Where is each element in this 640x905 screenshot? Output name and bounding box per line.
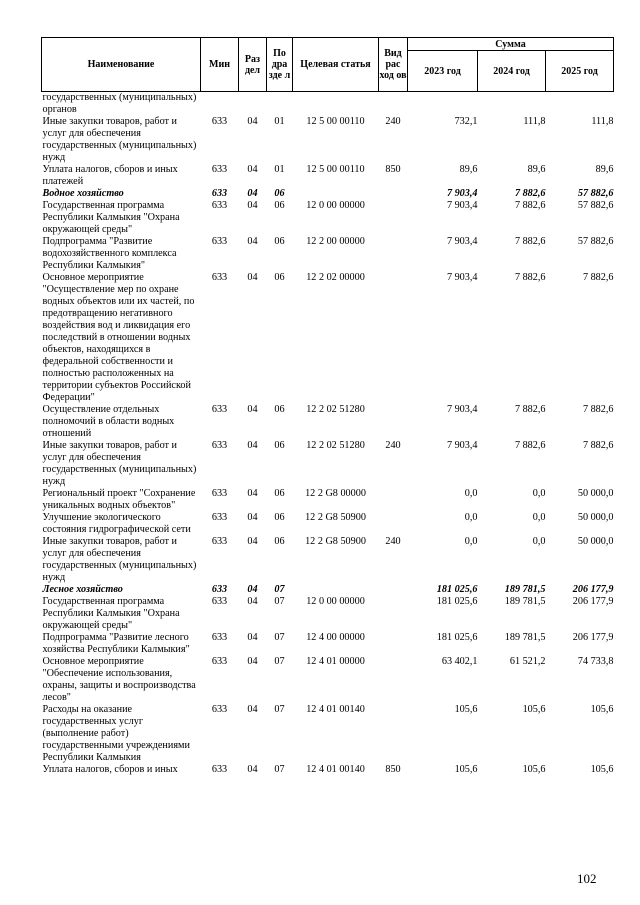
row-razdel: 04 — [247, 440, 258, 451]
budget-document — [41, 37, 613, 776]
row-sum-2023: 89,6 — [459, 164, 478, 175]
header-min: Мин — [201, 38, 239, 92]
row-sum-2023: 7 903,4 — [446, 236, 478, 247]
row-razdel: 04 — [247, 704, 258, 715]
row-vid — [379, 704, 408, 764]
row-name: Подпрограмма "Развитие водохозяйственного комплекса Республики Калмыкия" — [42, 236, 177, 271]
row-sum-2024: 105,6 — [522, 704, 546, 715]
row-target: 12 2 G8 00000 — [305, 488, 366, 499]
row-min: 633 — [211, 632, 228, 643]
row-name: Иные закупки товаров, работ и услуг для обеспечения государственных (муниципальных) нужд — [42, 440, 197, 487]
row-podrazdel: 06 — [274, 188, 285, 199]
header-year-2023: 2023 год — [408, 51, 478, 92]
row-sum-2025: 105,6 — [590, 704, 614, 715]
row-target: 12 2 02 51280 — [306, 404, 365, 415]
row-sum-2024: 7 882,6 — [514, 200, 546, 211]
row-target: 12 4 01 00140 — [306, 764, 365, 775]
row-sum-2025: 7 882,6 — [582, 440, 614, 451]
table-row — [42, 596, 614, 632]
row-target: 12 0 00 00000 — [306, 596, 365, 607]
table-row — [42, 236, 614, 272]
row-vid — [379, 632, 408, 656]
row-sum-2023: 181 025,6 — [436, 584, 478, 595]
row-podrazdel: 07 — [274, 704, 285, 715]
row-min: 633 — [211, 272, 228, 283]
row-vid — [379, 200, 408, 236]
row-min — [201, 92, 239, 117]
row-razdel: 04 — [247, 596, 258, 607]
row-min: 633 — [211, 656, 228, 667]
table-row — [42, 92, 614, 117]
row-sum-2025: 89,6 — [595, 164, 614, 175]
table-row — [42, 632, 614, 656]
row-podrazdel: 06 — [274, 200, 285, 211]
section-row — [42, 584, 614, 596]
row-podrazdel: 06 — [274, 536, 285, 547]
row-name: Расходы на оказание государственных услуг (выполнение работ) государственными учреждениями Республики Калмыкия — [42, 704, 190, 763]
row-sum-2024: 189 781,5 — [504, 632, 546, 643]
row-podrazdel: 06 — [274, 404, 285, 415]
row-sum-2025: 206 177,9 — [572, 596, 614, 607]
row-min: 633 — [211, 188, 228, 199]
row-razdel: 04 — [247, 488, 258, 499]
table-row — [42, 536, 614, 584]
row-target: 12 4 00 00000 — [306, 632, 365, 643]
row-podrazdel: 07 — [274, 764, 285, 775]
row-target — [293, 188, 379, 200]
row-vid: 850 — [385, 764, 401, 775]
row-name: Государственная программа Республики Калмыкия "Охрана окружающей среды" — [42, 200, 180, 235]
row-sum-2023 — [408, 92, 478, 117]
row-min: 633 — [211, 536, 228, 547]
row-vid — [379, 92, 408, 117]
row-sum-2023: 0,0 — [464, 488, 478, 499]
header-razdel: Раз дел — [239, 38, 267, 92]
row-name: Основное мероприятие "Обеспечение использования, охраны, защиты и воспроизводства лесов" — [42, 656, 196, 703]
row-sum-2023: 0,0 — [464, 536, 478, 547]
row-podrazdel: 01 — [274, 164, 285, 175]
row-podrazdel: 06 — [274, 488, 285, 499]
row-sum-2025: 74 733,8 — [577, 656, 614, 667]
header-sum: Сумма — [408, 38, 614, 51]
row-podrazdel: 06 — [274, 440, 285, 451]
row-name: Уплата налогов, сборов и иных — [42, 764, 178, 775]
row-min: 633 — [211, 164, 228, 175]
row-vid — [379, 656, 408, 704]
row-sum-2024: 7 882,6 — [514, 236, 546, 247]
row-sum-2024: 7 882,6 — [514, 404, 546, 415]
row-sum-2023: 181 025,6 — [436, 632, 478, 643]
row-sum-2023: 732,1 — [454, 116, 478, 127]
row-target — [293, 92, 379, 117]
row-razdel: 04 — [247, 404, 258, 415]
row-sum-2024: 189 781,5 — [504, 584, 546, 595]
row-vid — [379, 404, 408, 440]
table-row — [42, 512, 614, 536]
row-target: 12 0 00 00000 — [306, 200, 365, 211]
row-sum-2025 — [546, 92, 614, 117]
row-razdel: 04 — [247, 584, 258, 595]
row-sum-2024: 105,6 — [522, 764, 546, 775]
row-sum-2025: 57 882,6 — [577, 236, 614, 247]
row-podrazdel: 07 — [274, 596, 285, 607]
row-sum-2024: 0,0 — [532, 488, 546, 499]
row-target: 12 2 G8 50900 — [305, 512, 366, 523]
row-vid — [379, 488, 408, 512]
row-name: Подпрограмма "Развитие лесного хозяйства Республики Калмыкия" — [42, 632, 190, 655]
row-min: 633 — [211, 236, 228, 247]
table-row — [42, 704, 614, 764]
row-name: Водное хозяйство — [42, 188, 124, 199]
row-razdel: 04 — [247, 632, 258, 643]
row-min: 633 — [211, 584, 228, 595]
row-target: 12 5 00 00110 — [306, 164, 365, 175]
row-target — [293, 584, 379, 596]
table-row — [42, 440, 614, 488]
row-sum-2023: 105,6 — [454, 764, 478, 775]
table-row — [42, 164, 614, 188]
table-row — [42, 272, 614, 404]
row-vid — [379, 584, 408, 596]
row-target: 12 2 02 51280 — [306, 440, 365, 451]
row-sum-2023: 7 903,4 — [446, 200, 478, 211]
row-razdel: 04 — [247, 764, 258, 775]
section-row — [42, 188, 614, 200]
row-podrazdel: 07 — [274, 656, 285, 667]
table-row — [42, 488, 614, 512]
row-sum-2024: 0,0 — [532, 536, 546, 547]
row-sum-2025: 206 177,9 — [572, 632, 614, 643]
row-podrazdel: 06 — [274, 512, 285, 523]
page-number: 102 — [577, 871, 597, 886]
row-sum-2024: 89,6 — [527, 164, 546, 175]
row-sum-2025: 206 177,9 — [572, 584, 614, 595]
row-min: 633 — [211, 200, 228, 211]
header-target: Целевая статья — [293, 38, 379, 92]
table-row — [42, 200, 614, 236]
row-name: Уплата налогов, сборов и иных платежей — [42, 164, 178, 187]
row-target: 12 4 01 00000 — [306, 656, 365, 667]
row-name: Осуществление отдельных полномочий в области водных отношений — [42, 404, 175, 439]
row-name: Иные закупки товаров, работ и услуг для обеспечения государственных (муниципальных) нужд — [42, 536, 197, 583]
header-name: Наименование — [42, 38, 201, 92]
row-razdel — [239, 92, 267, 117]
row-sum-2025: 50 000,0 — [577, 512, 614, 523]
budget-table — [41, 37, 614, 776]
row-podrazdel: 06 — [274, 272, 285, 283]
row-target: 12 2 G8 50900 — [305, 536, 366, 547]
row-min: 633 — [211, 404, 228, 415]
header-year-2024: 2024 год — [478, 51, 546, 92]
row-razdel: 04 — [247, 536, 258, 547]
header-podrazdel: По дра зде л — [267, 38, 293, 92]
row-sum-2023: 7 903,4 — [446, 404, 478, 415]
row-razdel: 04 — [247, 188, 258, 199]
row-target: 12 5 00 00110 — [306, 116, 365, 127]
row-vid: 240 — [385, 440, 401, 451]
row-vid: 850 — [385, 164, 401, 175]
row-sum-2025: 57 882,6 — [577, 200, 614, 211]
row-sum-2023: 0,0 — [464, 512, 478, 523]
row-sum-2023: 63 402,1 — [441, 656, 478, 667]
row-razdel: 04 — [247, 164, 258, 175]
row-sum-2025: 50 000,0 — [577, 536, 614, 547]
row-sum-2025: 57 882,6 — [577, 188, 614, 199]
row-name: Региональный проект "Сохранение уникальных водных объектов" — [42, 488, 196, 511]
row-vid — [379, 596, 408, 632]
row-min: 633 — [211, 704, 228, 715]
row-min: 633 — [211, 596, 228, 607]
row-min: 633 — [211, 440, 228, 451]
row-name: Лесное хозяйство — [42, 584, 123, 595]
row-podrazdel: 06 — [274, 236, 285, 247]
row-razdel: 04 — [247, 512, 258, 523]
row-razdel: 04 — [247, 236, 258, 247]
row-sum-2023: 105,6 — [454, 704, 478, 715]
row-sum-2024: 7 882,6 — [514, 272, 546, 283]
row-sum-2024 — [478, 92, 546, 117]
row-sum-2025: 7 882,6 — [582, 272, 614, 283]
row-sum-2024: 7 882,6 — [514, 188, 546, 199]
row-min: 633 — [211, 488, 228, 499]
row-sum-2024: 0,0 — [532, 512, 546, 523]
row-name: Улучшение экологического состояния гидрографической сети — [42, 512, 191, 535]
row-name: Государственная программа Республики Калмыкия "Охрана окружающей среды" — [42, 596, 180, 631]
row-sum-2025: 105,6 — [590, 764, 614, 775]
row-name: государственных (муниципальных) органов — [42, 92, 197, 115]
row-podrazdel — [267, 92, 293, 117]
row-sum-2023: 7 903,4 — [446, 440, 478, 451]
table-row — [42, 404, 614, 440]
row-sum-2025: 50 000,0 — [577, 488, 614, 499]
row-sum-2025: 7 882,6 — [582, 404, 614, 415]
header-year-2025: 2025 год — [546, 51, 614, 92]
header-vid: Вид рас ход ов — [379, 38, 408, 92]
row-vid — [379, 512, 408, 536]
row-name: Иные закупки товаров, работ и услуг для обеспечения государственных (муниципальных) нужд — [42, 116, 197, 163]
row-target: 12 2 00 00000 — [306, 236, 365, 247]
row-vid — [379, 272, 408, 404]
row-podrazdel: 07 — [274, 632, 285, 643]
row-vid: 240 — [385, 536, 401, 547]
table-body — [42, 92, 614, 777]
row-razdel: 04 — [247, 116, 258, 127]
row-sum-2023: 181 025,6 — [436, 596, 478, 607]
row-target: 12 4 01 00140 — [306, 704, 365, 715]
row-target: 12 2 02 00000 — [306, 272, 365, 283]
row-sum-2023: 7 903,4 — [446, 188, 478, 199]
table-row — [42, 656, 614, 704]
table-row — [42, 764, 614, 776]
row-min: 633 — [211, 116, 228, 127]
row-vid — [379, 236, 408, 272]
table-row — [42, 116, 614, 164]
row-name: Основное мероприятие "Осуществление мер по охране водных объектов или их частей, по предотвращению негативного воздействия вод и ликвидация его последствий в отношении водных объектов, находящихся в федеральной собственности и полностью расположенных на территории субъектов Российской Федерации" — [42, 272, 195, 403]
row-min: 633 — [211, 764, 228, 775]
row-razdel: 04 — [247, 656, 258, 667]
row-sum-2024: 61 521,2 — [509, 656, 546, 667]
row-podrazdel: 01 — [274, 116, 285, 127]
row-razdel: 04 — [247, 200, 258, 211]
row-vid — [379, 188, 408, 200]
row-razdel: 04 — [247, 272, 258, 283]
row-podrazdel: 07 — [274, 584, 285, 595]
row-vid: 240 — [385, 116, 401, 127]
row-sum-2024: 7 882,6 — [514, 440, 546, 451]
row-sum-2024: 189 781,5 — [504, 596, 546, 607]
row-min: 633 — [211, 512, 228, 523]
row-sum-2025: 111,8 — [591, 116, 614, 127]
row-sum-2024: 111,8 — [523, 116, 546, 127]
row-sum-2023: 7 903,4 — [446, 272, 478, 283]
